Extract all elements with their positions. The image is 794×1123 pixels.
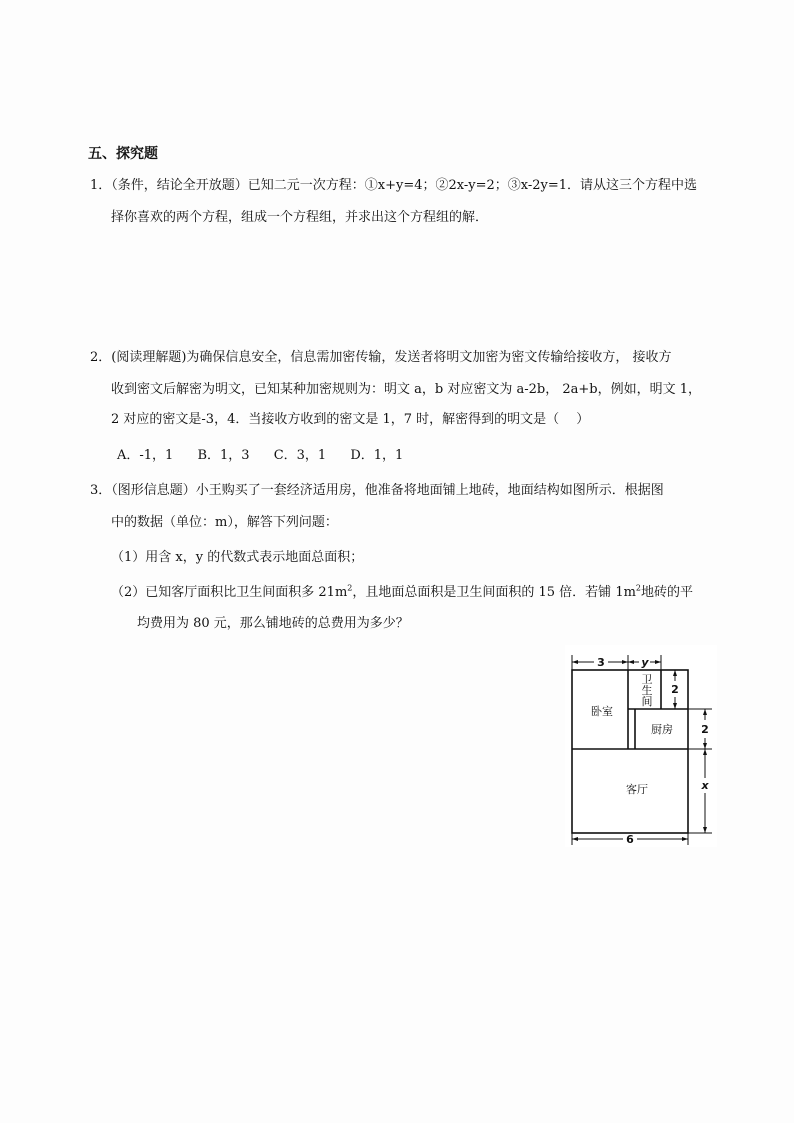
dim-x-label: x xyxy=(701,779,709,792)
option-a: A．-1，1 xyxy=(117,448,174,463)
q3-part-2: （2）已知客厅面积比卫生间面积多 $21m^2$，且地面总面积是卫生间面积的 15 倍．若铺 $1m^2$地砖的平 xyxy=(111,583,694,600)
room-bedroom-label: 卧室 xyxy=(591,705,613,718)
room-bathroom-label-2: 生 xyxy=(641,684,653,697)
section-title: 五、探究题 xyxy=(88,146,158,162)
q2-line-3: 2 对应的密文是-3，4．当接收方收到的密文是 1，7 时，解密得到的明文是（ ） xyxy=(111,412,590,427)
room-bathroom-label-3: 间 xyxy=(641,695,653,708)
q3-line-2: 中的数据（单位：m），解答下列问题： xyxy=(111,515,338,530)
option-b: B．1，3 xyxy=(197,448,250,463)
q2-line-1: 2．(阅读理解题)为确保信息安全，信息需加密传输，发送者将明文加密为密文传输给接收方， 接收方 xyxy=(90,350,672,365)
option-d: D．1，1 xyxy=(350,448,404,463)
dim-kitchen-height-label: 2 xyxy=(701,723,709,736)
dim-3-label: 3 xyxy=(597,656,605,669)
room-kitchen-label: 厨房 xyxy=(651,723,673,736)
q2-line-2: 收到密文后解密为明文，已知某种加密规则为：明文 a，b 对应密文为 a-2b， 2a+b，例如，明文 1， xyxy=(111,382,701,397)
dim-6-label: 6 xyxy=(626,833,634,846)
q2-options xyxy=(117,446,423,466)
dim-bath-height-label: 2 xyxy=(671,683,679,696)
q1-line-2: 择你喜欢的两个方程，组成一个方程组，并求出这个方程组的解． xyxy=(111,210,489,225)
q3-part-2-line-2: 均费用为 80 元，那么铺地砖的总费用为多少？ xyxy=(137,616,409,631)
q3-line-1: 3．（图形信息题）小王购买了一套经济适用房，他准备将地面铺上地砖，地面结构如图所示．根据图 xyxy=(90,483,664,498)
floor-plan-figure xyxy=(565,645,717,847)
dim-y-label: y xyxy=(641,656,649,669)
option-c: C．3，1 xyxy=(273,448,327,463)
q3-part-1: （1）用含 x，y 的代数式表示地面总面积； xyxy=(111,550,364,565)
q1-line-1: 1．（条件，结论全开放题）已知二元一次方程：①x+y=4；②2x-y=2；③x-2y=1．请从这三个方程中选 xyxy=(90,178,698,193)
room-bathroom-label-1: 卫 xyxy=(641,673,653,686)
room-living-label: 客厅 xyxy=(626,783,648,796)
